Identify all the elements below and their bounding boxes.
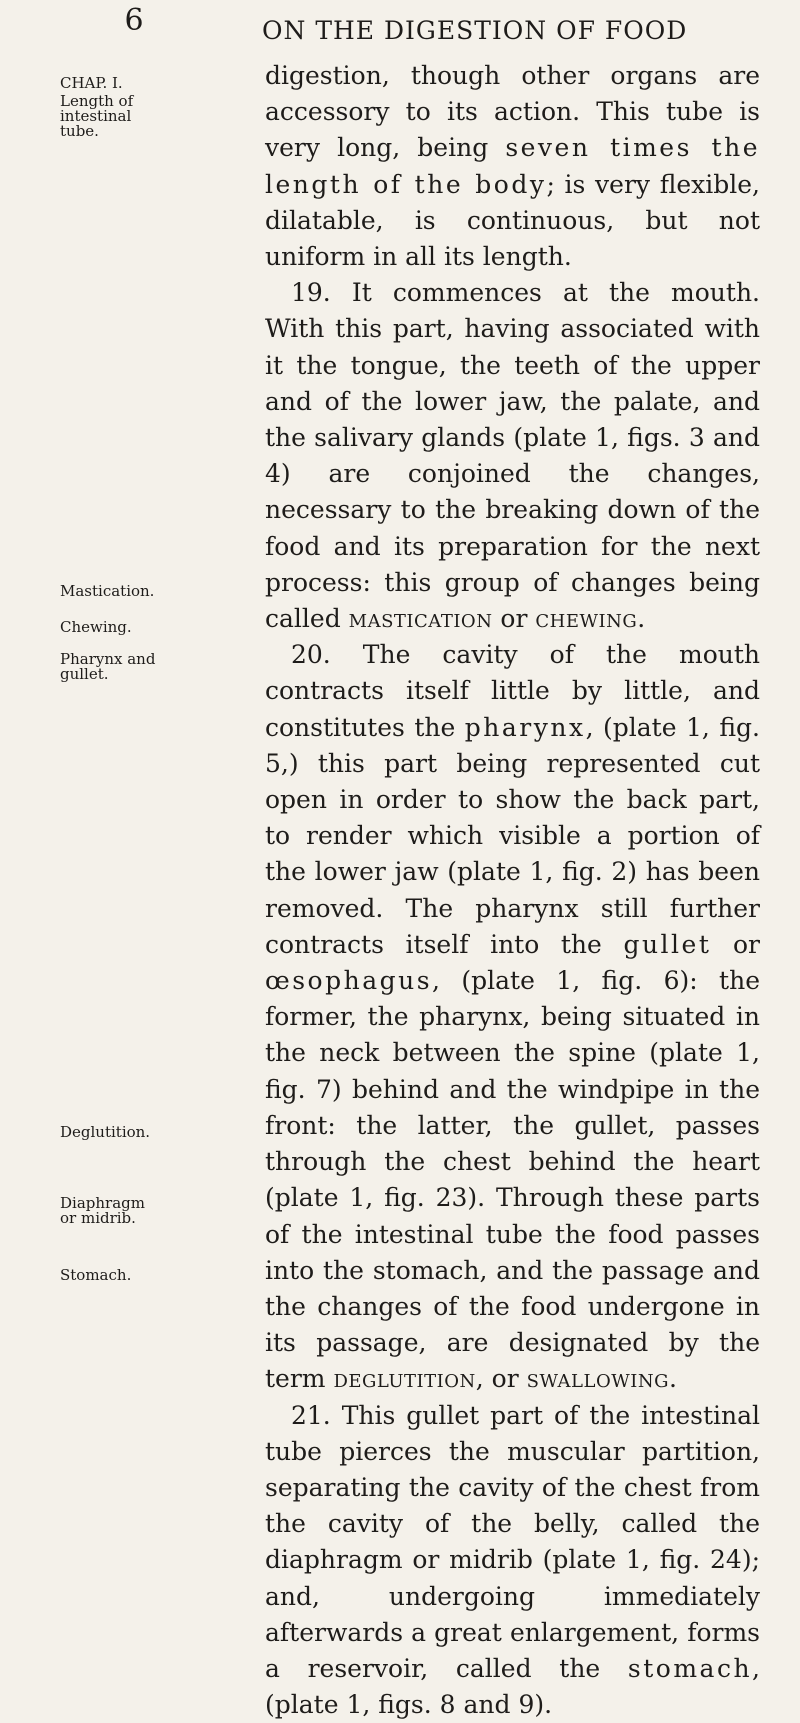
margin-note-mastication: Mastication. bbox=[60, 582, 155, 600]
running-head: ON THE DIGESTION OF FOOD bbox=[262, 16, 688, 45]
paragraph-continuation: digestion, though other organs are accessory to its action. This tube is very long, being seven times the length of the body; is very flexible, dilatable, is continuous, but not uniform in all its length. bbox=[265, 61, 761, 272]
paragraph-19: 19. It commences at the mouth. With this part, having associated with it the tongue, the teeth of the upper and of the lower jaw, the palate, and the salivary glands (plate 1, figs. 3 and 4) are conjoined the changes, necessary to the breaking down of the food and its preparation for the next process: this group of changes being called mastication or chewing. bbox=[265, 278, 760, 634]
margin-note-diaphragm: Diaphragm or midrib. bbox=[60, 1194, 145, 1227]
paragraph-20: 20. The cavity of the mouth contracts itself little by little, and constitutes the pharynx, (plate 1, fig. 5,) this part being represented cut open in order to show the back part, to render which visible a portion of the lower jaw (plate 1, fig. 2) has been removed. The pharynx still further contracts itself into the gullet or œsophagus, (plate 1, fig. 6): the former, the pharynx, being situated in the neck between the spine (plate 1, fig. 7) behind and the windpipe in the front: the latter, the gullet, passes through the chest behind the heart (plate 1, fig. 23). Through these parts of the intestinal tube the food passes into the stomach, and the passage and the changes of the food undergone in its passage, are designated by the term deglutition, or swallowing. bbox=[265, 640, 760, 1394]
page-number: 6 bbox=[124, 3, 144, 38]
margin-note-chewing: Chewing. bbox=[60, 618, 132, 636]
margin-note-stomach: Stomach. bbox=[60, 1266, 132, 1284]
body-text bbox=[265, 58, 760, 1723]
margin-note-pharynx: Pharynx and gullet. bbox=[60, 650, 156, 683]
margin-note-chapter: CHAP. I. bbox=[60, 74, 123, 92]
margin-note-deglutition: Deglutition. bbox=[60, 1123, 151, 1141]
margin-note-tube-length: Length of intestinal tube. bbox=[60, 92, 134, 140]
paragraph-21: 21. This gullet part of the intestinal tube pierces the muscular partition, separating the cavity of the chest from the cavity of the belly, called the diaphragm or midrib (plate 1, fig. 24); and, undergoing immediately afterwards a great enlargement, forms a reservoir, called the stomach, (plate 1, figs. 8 and 9). bbox=[265, 1400, 760, 1720]
